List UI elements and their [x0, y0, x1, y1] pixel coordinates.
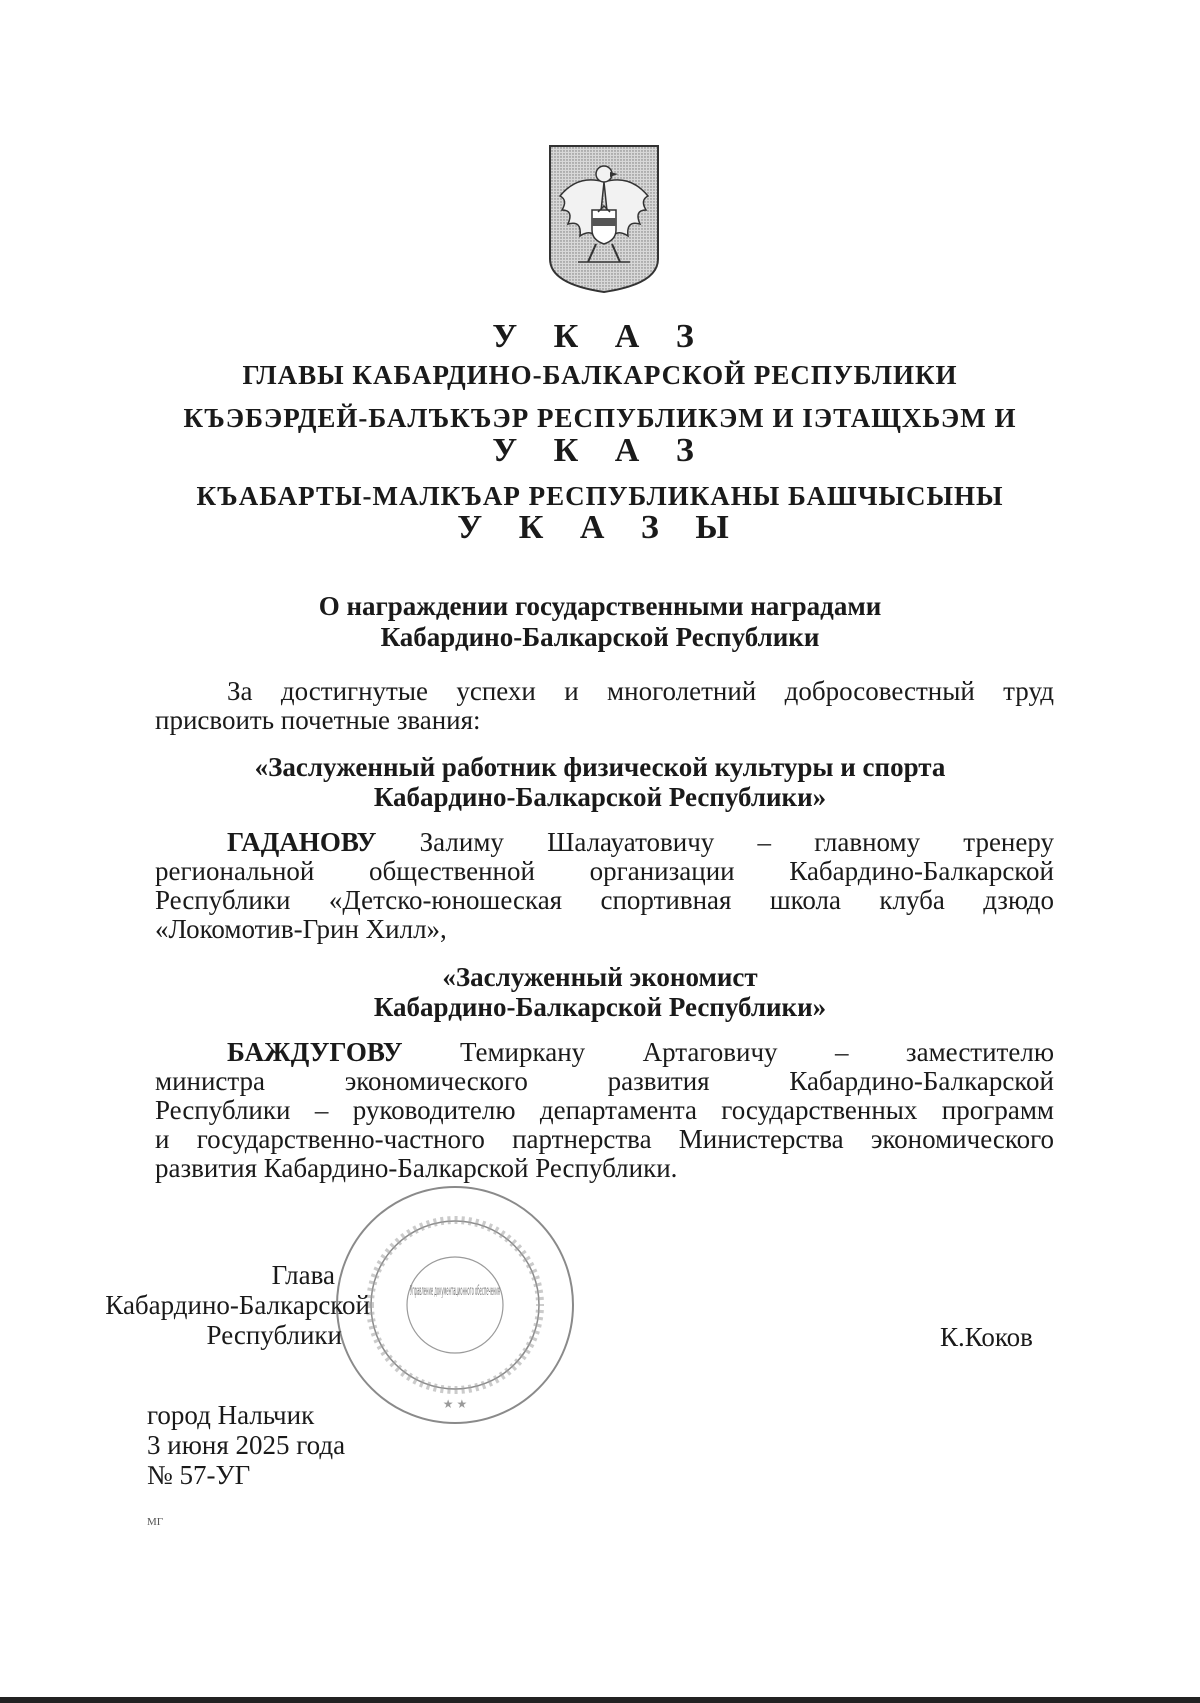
award2-line-3: Республики – руководителю департамента государственных программ: [155, 1095, 1054, 1125]
award1-line-3: Республики «Детско-юношеская спортивная школа клуба дзюдо: [155, 885, 1054, 915]
intro-paragraph: [155, 677, 1054, 735]
award-title-economist: [0, 962, 1200, 1022]
award1-line-2: региональной общественной организации Кабардино-Балкарской: [155, 856, 1054, 886]
title-line-2: Кабардино-Балкарской Республики: [380, 622, 820, 652]
seal-star-icon: ★ ★: [442, 1397, 468, 1411]
award1-recipient-paragraph: [155, 828, 1054, 944]
intro-line-2: присвоить почетные звания:: [155, 705, 481, 735]
award1-line-4: «Локомотив-Грин Хилл»,: [155, 914, 447, 944]
award1-surname: ГАДАНОВУ: [227, 827, 377, 857]
ukaz-heading-balkar: У К А З Ы: [457, 509, 743, 546]
footer-city: город Нальчик: [147, 1400, 315, 1430]
scan-bottom-edge: [0, 1697, 1200, 1703]
award2-line-1: [155, 1038, 1054, 1067]
republic-name-russian: ГЛАВЫ КАБАРДИНО-БАЛКАРСКОЙ РЕСПУБЛИКИ: [242, 360, 958, 390]
coat-of-arms-emblem: [548, 144, 660, 294]
document-title: [0, 591, 1200, 653]
award2-text-1: Темиркану Артаговичу – заместителю: [460, 1037, 1054, 1067]
title-line-1: О награждении государственными наградами: [318, 591, 882, 621]
footer-date: 3 июня 2025 года: [147, 1430, 346, 1460]
award2-surname: БАЖДУГОВУ: [227, 1037, 403, 1067]
position-line-3: Республики: [206, 1320, 342, 1350]
award2-recipient-paragraph: [155, 1038, 1054, 1183]
republic-name-kabardian: КЪЭБЭРДЕЙ-БАЛЪКЪЭР РЕСПУБЛИКЭМ И ІЭТАЩХЬЭМ И: [183, 403, 1017, 433]
award1-line-1: [155, 828, 1054, 857]
position-line-2: Кабардино-Балкарской: [105, 1290, 370, 1320]
seal-text: Управление документационного обеспечения: [410, 1284, 500, 1299]
award1-title-line-1: «Заслуженный работник физической культуры и спорта: [254, 752, 946, 782]
award2-line-5: развития Кабардино-Балкарской Республики.: [155, 1153, 678, 1183]
award1-text-1: Залиму Шалауатовичу – главному тренеру: [419, 827, 1055, 857]
award2-title-line-2: Кабардино-Балкарской Республики»: [373, 992, 827, 1022]
signatory-name: К.Коков: [940, 1322, 1033, 1352]
republic-name-balkar: КЪАБАРТЫ-МАЛКЪАР РЕСПУБЛИКАНЫ БАШЧЫСЫНЫ: [196, 481, 1004, 511]
footer-initials: МГ: [147, 1516, 164, 1528]
award2-line-2: министра экономического развития Кабардино-Балкарской: [155, 1066, 1054, 1096]
ukaz-heading: У К А З: [492, 318, 708, 355]
document-footer: [147, 1400, 345, 1490]
position-line-1: Глава: [271, 1260, 335, 1290]
footer-number: № 57-УГ: [147, 1460, 251, 1490]
signatory-position: [0, 1260, 370, 1350]
award2-line-4: и государственно-частного партнерства Министерства экономического: [155, 1124, 1054, 1154]
award2-title-line-1: «Заслуженный экономист: [442, 962, 758, 992]
award-title-sport: [0, 752, 1200, 812]
award1-title-line-2: Кабардино-Балкарской Республики»: [373, 782, 827, 812]
ukaz-heading-kabardian: У К А З: [492, 432, 708, 469]
intro-line-1: За достигнутые успехи и многолетний добросовестный труд: [227, 676, 1054, 706]
